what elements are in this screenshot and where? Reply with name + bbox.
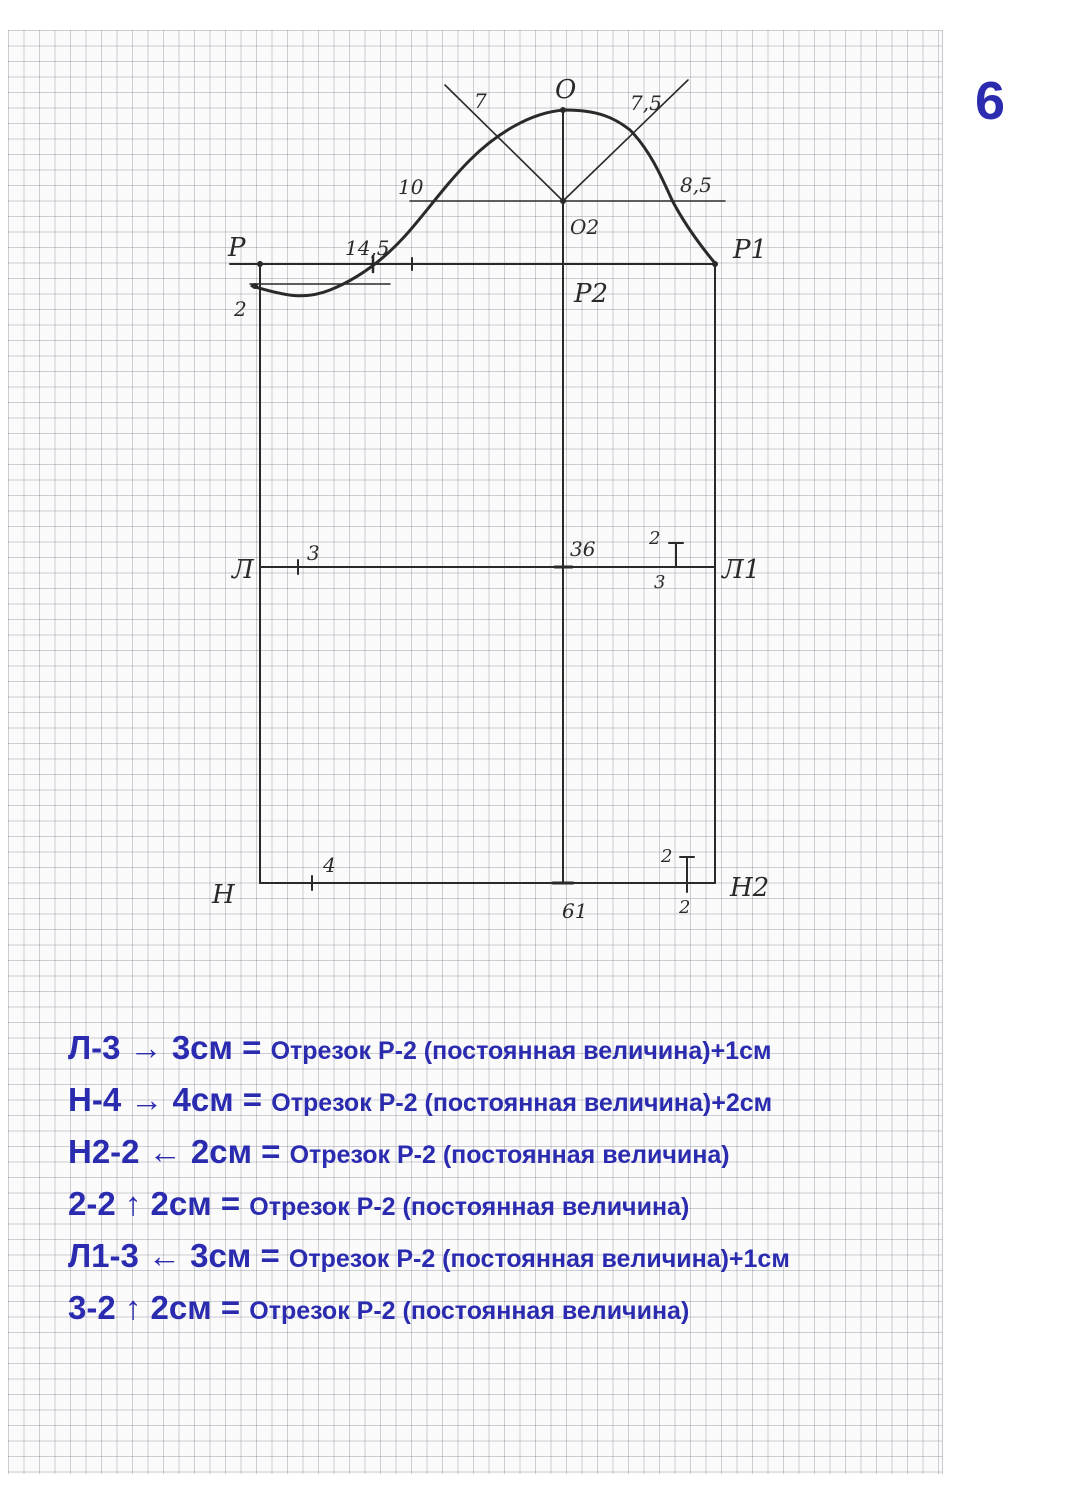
page-number: 6 xyxy=(975,71,1006,131)
formula-desc: Отрезок Р-2 (постоянная величина)+1см xyxy=(288,1245,790,1273)
point-o xyxy=(560,107,566,113)
formula-main: Л1-3 ← 3см = xyxy=(68,1237,289,1274)
formula-line xyxy=(68,1126,1078,1178)
formula-line xyxy=(68,1178,1078,1230)
label-o: О xyxy=(555,75,577,105)
label-8-5: 8,5 xyxy=(680,173,712,197)
diagonal-right xyxy=(563,80,688,201)
label-l1: Л1 xyxy=(722,555,761,585)
formula-desc: Отрезок Р-2 (постоянная величина) xyxy=(289,1141,730,1169)
label-l: Л xyxy=(232,555,254,585)
label-h2-top: 2 xyxy=(661,846,673,867)
formula-line xyxy=(68,1230,1078,1282)
formula-line xyxy=(68,1074,1078,1126)
label-36: 36 xyxy=(570,537,596,561)
label-7: 7 xyxy=(474,89,487,113)
formula-line xyxy=(68,1282,1078,1334)
label-l1-top: 2 xyxy=(649,528,661,549)
label-h2: Н2 xyxy=(730,873,770,903)
label-h: Н xyxy=(212,880,235,910)
label-p1: Р1 xyxy=(733,235,768,265)
label-p2: Р2 xyxy=(574,279,609,309)
point-p xyxy=(257,261,263,267)
point-p1 xyxy=(712,261,718,267)
formula-main: 3-2 ↑ 2см = xyxy=(68,1289,250,1326)
label-o2: О2 xyxy=(570,215,600,239)
label-h2-bottom: 2 xyxy=(679,897,691,918)
formula-main: Л-3 → 3см = xyxy=(68,1029,271,1066)
label-l1-bottom: 3 xyxy=(654,572,666,593)
formula-desc: Отрезок Р-2 (постоянная величина)+2см xyxy=(271,1089,773,1117)
label-3: 3 xyxy=(307,541,320,565)
formula-desc: Отрезок Р-2 (постоянная величина)+1см xyxy=(270,1037,772,1065)
formula-main: Н-4 → 4см = xyxy=(68,1081,272,1118)
formula-desc: Отрезок Р-2 (постоянная величина) xyxy=(249,1297,690,1325)
label-4: 4 xyxy=(323,853,336,877)
label-14-5: 14,5 xyxy=(345,236,390,260)
sleeve-cap-curve xyxy=(252,110,714,296)
label-61: 61 xyxy=(562,899,588,923)
formula-desc: Отрезок Р-2 (постоянная величина) xyxy=(249,1193,690,1221)
formula-main: Н2-2 ← 2см = xyxy=(68,1133,290,1170)
label-point-2: 2 xyxy=(234,297,247,321)
label-7-5: 7,5 xyxy=(630,91,662,115)
point-2 xyxy=(252,283,258,289)
label-p: Р xyxy=(228,233,246,263)
formula-line xyxy=(68,1022,1078,1074)
diagonal-left xyxy=(445,85,563,201)
formula-main: 2-2 ↑ 2см = xyxy=(68,1185,250,1222)
label-10: 10 xyxy=(398,175,424,199)
formula-list xyxy=(68,1022,1078,1334)
point-o2 xyxy=(560,198,566,204)
